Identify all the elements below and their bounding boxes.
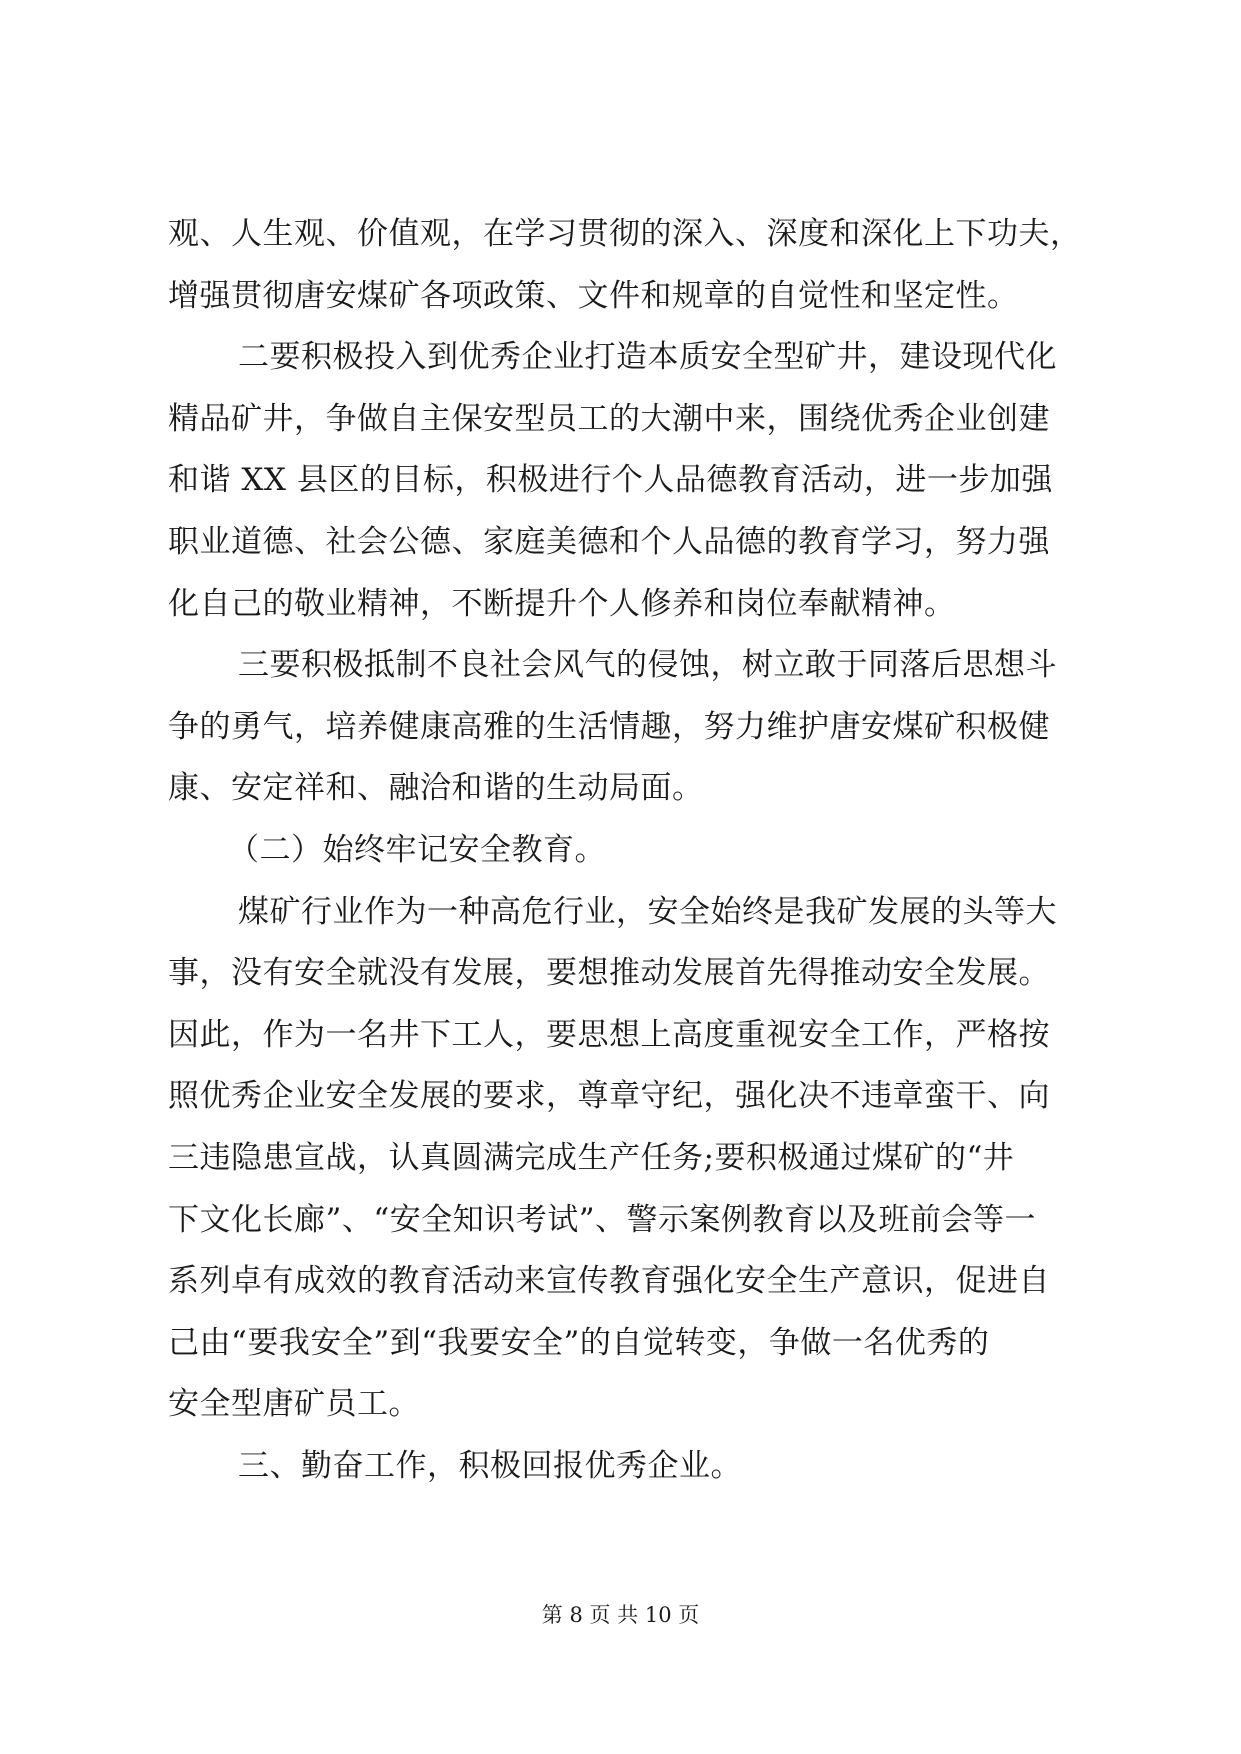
section-heading: （二）始终牢记安全教育。	[228, 831, 606, 868]
paragraph-line: 二要积极投入到优秀企业打造本质安全型矿井，建设现代化	[238, 339, 1057, 376]
paragraph-line: 系列卓有成效的教育活动来宣传教育强化安全生产意识，促进自	[168, 1263, 1050, 1300]
paragraph-line: 增强贯彻唐安煤矿各项政策、文件和规章的自觉性和坚定性。	[168, 277, 1019, 314]
paragraph-line: 三要积极抵制不良社会风气的侵蚀，树立敢于同落后思想斗	[238, 647, 1057, 684]
page-number-footer: 第 8 页 共 10 页	[541, 1603, 700, 1627]
paragraph-line: 照优秀企业安全发展的要求，尊章守纪，强化决不违章蛮干、向	[168, 1078, 1050, 1115]
paragraph-line: 康、安定祥和、融洽和谐的生动局面。	[168, 770, 704, 807]
paragraph-line: 职业道德、社会公德、家庭美德和个人品德的教育学习，努力强	[168, 523, 1050, 560]
paragraph-line: 煤矿行业作为一种高危行业，安全始终是我矿发展的头等大	[238, 893, 1057, 930]
section-heading: 三、勤奋工作，积极回报优秀企业。	[238, 1447, 742, 1484]
paragraph-line: 和谐 XX 县区的目标，积极进行个人品德教育活动，进一步加强	[168, 462, 1053, 499]
body-text	[168, 204, 1082, 1497]
paragraph-line: 观、人生观、价值观，在学习贯彻的深入、深度和深化上下功夫，	[168, 216, 1082, 252]
paragraph-line: 己由“要我安全”到“我要安全”的自觉转变，争做一名优秀的	[168, 1324, 990, 1361]
paragraph-line: 化自己的敬业精神，不断提升个人修养和岗位奉献精神。	[168, 585, 956, 622]
paragraph-line: 事，没有安全就没有发展，要想推动发展首先得推动安全发展。	[168, 955, 1050, 992]
paragraph-line: 争的勇气，培养健康高雅的生活情趣，努力维护唐安煤矿积极健	[168, 708, 1050, 745]
paragraph-line: 安全型唐矿员工。	[168, 1386, 420, 1423]
paragraph-line: 下文化长廊”、“安全知识考试”、警示案例教育以及班前会等一	[168, 1201, 1037, 1238]
paragraph-line: 因此，作为一名井下工人，要思想上高度重视安全工作，严格按	[168, 1016, 1050, 1053]
paragraph-line: 三违隐患宣战，认真圆满完成生产任务;要积极通过煤矿的“井	[168, 1139, 1015, 1176]
paragraph-line: 精品矿井，争做自主保安型员工的大潮中来，围绕优秀企业创建	[168, 400, 1050, 437]
